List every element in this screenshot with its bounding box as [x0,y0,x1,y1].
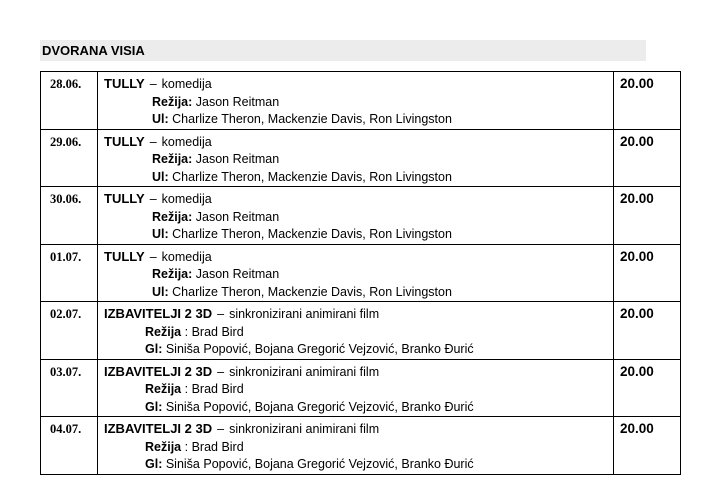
cast-label: Ul: [152,112,169,126]
schedule-table [40,71,681,475]
cast-label: Gl: [145,342,163,356]
screening-date: 01.07. [41,244,98,302]
film-info [98,244,614,302]
director-name: : Brad Bird [184,324,244,339]
cast-names: Charlize Theron, Mackenzie Davis, Ron Livingston [172,112,452,126]
table-row [41,359,681,417]
director-label: Režija: [152,267,193,281]
film-title-line [104,363,613,382]
screening-date: 29.06. [41,129,98,187]
director-name: Jason Reitman [195,94,280,109]
screening-time: 20.00 [614,417,681,475]
cast-label: Ul: [152,284,169,299]
cast-line [104,111,613,129]
cast-line [104,284,613,302]
film-title: TULLY [104,133,145,149]
director-line [104,381,613,399]
table-row [41,302,681,360]
separator: – [149,249,157,264]
film-genre: sinkronizirani animirani film [229,307,380,321]
separator: – [217,307,225,321]
table-row [41,187,681,245]
film-title-line [104,75,613,94]
director-line [104,439,613,457]
film-title-line [104,305,613,324]
cast-names: Siniša Popović, Bojana Gregorić Vejzović, Branko Đurić [165,342,474,356]
screening-date: 03.07. [41,359,98,417]
film-title-line [104,420,613,439]
cast-names: Charlize Theron, Mackenzie Davis, Ron Livingston [172,284,452,299]
separator: – [149,77,157,91]
film-info [98,129,614,187]
screening-time: 20.00 [614,129,681,187]
director-label: Režija: [152,152,193,166]
screening-time: 20.00 [614,187,681,245]
film-genre: komedija [161,192,212,206]
screening-date: 04.07. [41,417,98,475]
table-row [41,72,681,130]
hall-heading: DVORANA VISIA [40,40,646,61]
screening-date: 30.06. [41,187,98,245]
film-title-line [104,133,613,152]
screening-time: 20.00 [614,72,681,130]
film-info [98,417,614,475]
director-line [104,94,613,112]
film-title: IZBAVITELJI 2 3D [104,421,213,436]
film-genre: komedija [161,77,212,91]
cast-names: Charlize Theron, Mackenzie Davis, Ron Livingston [172,227,452,241]
cast-label: Gl: [145,399,163,414]
film-title: TULLY [104,76,145,91]
table-row [41,129,681,187]
director-label: Režija: [152,209,193,224]
cast-line [104,341,613,359]
film-genre: komedija [161,249,212,264]
screening-time: 20.00 [614,359,681,417]
cast-line [104,169,613,187]
cast-line [104,226,613,244]
table-row [41,244,681,302]
film-title-line [104,190,613,209]
film-title: TULLY [104,248,145,264]
screening-date: 28.06. [41,72,98,130]
director-label: Režija [145,439,182,454]
film-title: IZBAVITELJI 2 3D [104,363,213,379]
director-label: Režija: [152,94,193,109]
cast-line [104,399,613,417]
cast-line [104,456,613,474]
director-label: Režija [145,382,182,396]
director-name: Jason Reitman [195,152,280,166]
separator: – [217,364,225,379]
screening-time: 20.00 [614,244,681,302]
director-label: Režija [145,324,182,339]
director-line [104,324,613,342]
director-line [104,209,613,227]
director-line [104,151,613,169]
film-genre: komedija [161,134,212,149]
table-row [41,417,681,475]
separator: – [149,134,157,149]
cast-names: Charlize Theron, Mackenzie Davis, Ron Livingston [172,169,452,184]
cast-label: Ul: [152,227,169,241]
director-name: Jason Reitman [195,209,280,224]
film-title: IZBAVITELJI 2 3D [104,306,213,321]
film-title-line [104,248,613,267]
film-info [98,359,614,417]
cast-label: Ul: [152,169,169,184]
film-genre: sinkronizirani animirani film [229,422,380,436]
film-info [98,72,614,130]
film-info [98,187,614,245]
cast-names: Siniša Popović, Bojana Gregorić Vejzović, Branko Đurić [165,399,474,414]
separator: – [217,422,225,436]
director-line [104,266,613,284]
screening-date: 02.07. [41,302,98,360]
separator: – [149,192,157,206]
director-name: Jason Reitman [195,267,280,281]
film-title: TULLY [104,191,145,206]
film-info [98,302,614,360]
director-name: : Brad Bird [184,439,244,454]
cast-names: Siniša Popović, Bojana Gregorić Vejzović, Branko Đurić [165,457,474,471]
film-genre: sinkronizirani animirani film [229,364,380,379]
screening-time: 20.00 [614,302,681,360]
director-name: : Brad Bird [184,382,244,396]
cast-label: Gl: [145,457,163,471]
